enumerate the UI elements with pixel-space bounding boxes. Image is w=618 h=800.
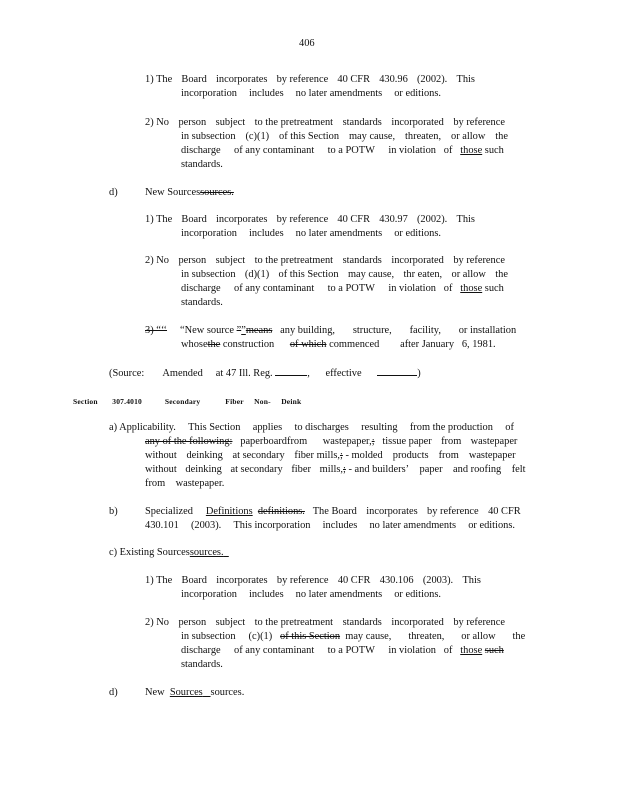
c2-item2-line3: discharge of any contaminant to a POTW in violation of those such (181, 645, 504, 656)
section-heading: Section 307.4010 Secondary Fiber Non- Deink (73, 397, 302, 406)
c2-heading: c) Existing Sourcessources. (109, 547, 224, 558)
a-line2: any of the following: paperboardfrom wastepaper,; tissue paper from wastepaper (145, 436, 518, 447)
d1-item2-line1: 2) No person subject to the pretreatment standards incorporated by reference (145, 255, 505, 266)
d1-heading: New Sourcessources. (145, 187, 234, 198)
page-number: 406 (299, 38, 315, 49)
d1-item3-line1: 3) “‘‘ “New source ””means any building, structure, facility, or installation (145, 325, 517, 336)
a-line5: from wastepaper. (145, 478, 225, 489)
b-line1: Specialized Definitions definitions. The Board incorporates by reference 40 CFR (145, 506, 521, 517)
d2-marker: d) (109, 687, 118, 698)
c1-item2-line1: 2) No person subject to the pretreatment standards incorporated by reference (145, 117, 505, 128)
c2-item1-line2: incorporation includes no later amendments or editions. (181, 589, 441, 600)
d1-item1-line1: 1) The Board incorporates by reference 40 CFR 430.97 (2002). This (145, 214, 475, 225)
source-note: (Source: Amended at 47 Ill. Reg. , effective ) (109, 368, 421, 379)
a-line3: without deinking at secondary fiber mills, ; - molded products from wastepaper (145, 450, 516, 461)
c1-item2-line2: in subsection (c)(1) of this Section may cause, threaten, or allow the (181, 131, 508, 142)
c2-item2-line4: standards. (181, 659, 223, 670)
d1-item2-line3: discharge of any contaminant to a POTW in violation of those such (181, 283, 504, 294)
b-marker: b) (109, 506, 118, 517)
b-line2: 430.101 (2003). This incorporation includes no later amendments or editions. (145, 520, 515, 531)
c2-item2-line2: in subsection (c)(1) of this Section may cause, threaten, or allow the (181, 631, 526, 642)
c1-item2-line3: discharge of any contaminant to a POTW in violation of those such (181, 145, 504, 156)
c2-item2-line1: 2) No person subject to the pretreatment standards incorporated by reference (145, 617, 505, 628)
d1-item2-line4: standards. (181, 297, 223, 308)
c1-item1-line1: 1) The Board incorporates by reference 40 CFR 430.96 (2002). This (145, 74, 475, 85)
d1-item2-line2: in subsection (d)(1) of this Section may cause, thr eaten, or allow the (181, 269, 508, 280)
c1-item1-line2: incorporation includes no later amendments or editions. (181, 88, 441, 99)
d1-marker: d) (109, 187, 118, 198)
d1-item1-line2: incorporation includes no later amendments or editions. (181, 228, 441, 239)
d1-item3-line2: whosethe construction of which commenced after January 6, 1981. (181, 339, 496, 350)
d2-heading: New Sources sources. (145, 687, 245, 698)
c2-item1-line1: 1) The Board incorporates by reference 40 CFR 430.106 (2003). This (145, 575, 481, 586)
c1-item2-line4: standards. (181, 159, 223, 170)
a-line1: a) Applicability. This Section applies to discharges resulting from the production of (109, 422, 514, 433)
a-line4: without deinking at secondary fiber mills, ; - and builders’ paper and roofing felt (145, 464, 526, 475)
